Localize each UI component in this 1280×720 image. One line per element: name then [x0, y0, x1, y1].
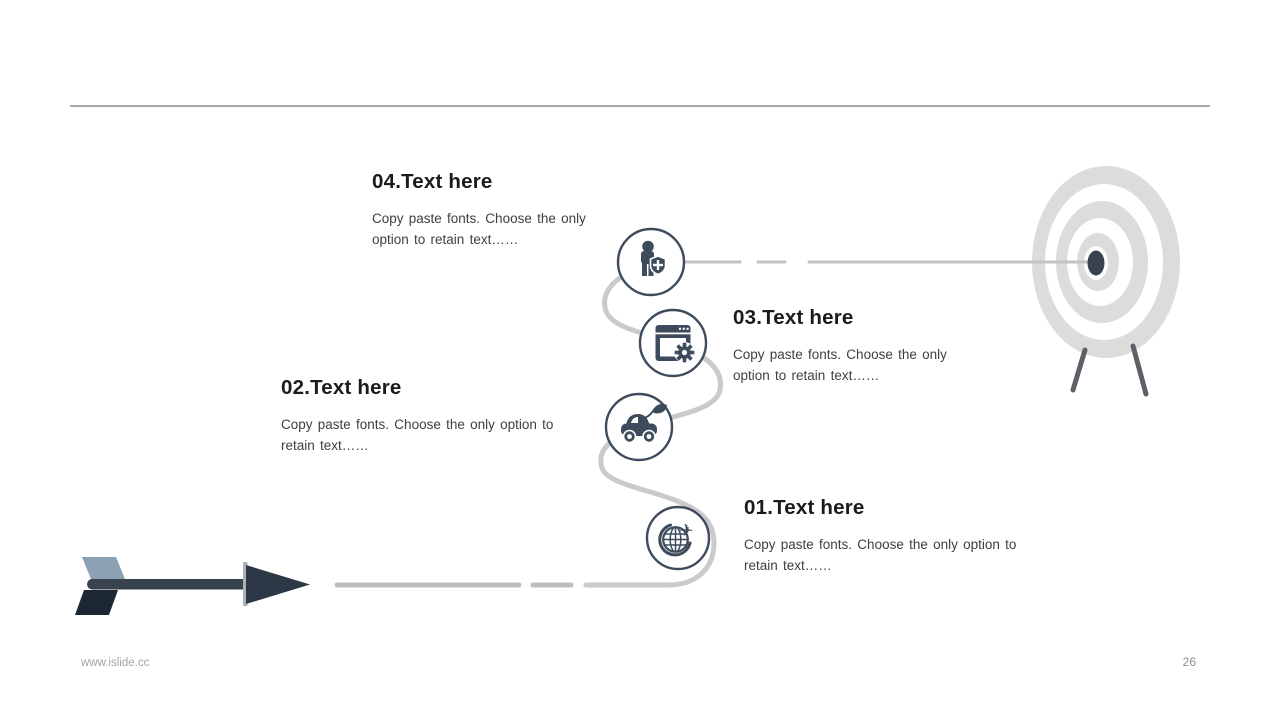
browser-gear-icon — [656, 325, 696, 363]
step-2-body: Copy paste fonts. Choose the only option to retain text…… — [281, 417, 554, 454]
step-4-marker — [618, 229, 684, 295]
step-3-marker — [640, 310, 706, 376]
step-4-text-block — [372, 170, 604, 251]
step-3-text-block — [733, 306, 965, 387]
footer-url[interactable]: www.islide.cc — [81, 657, 150, 669]
step-1-marker — [647, 507, 709, 569]
page-number: 26 — [1182, 655, 1196, 669]
step-1-title: 01.Text here — [744, 496, 865, 519]
step-4-title: 04.Text here — [372, 170, 493, 193]
step-2-text-block — [281, 376, 573, 457]
step-2-marker — [606, 394, 672, 460]
step-2-title: 02.Text here — [281, 376, 402, 399]
gear-icon — [674, 342, 695, 363]
dart-arrow-icon — [75, 557, 310, 615]
step-3-title: 03.Text here — [733, 306, 854, 329]
step-1-body: Copy paste fonts. Choose the only option to retain text…… — [744, 537, 1017, 574]
step-3-body: Copy paste fonts. Choose the only option to retain text…… — [733, 347, 947, 384]
step-4-body: Copy paste fonts. Choose the only option to retain text…… — [372, 211, 586, 248]
step-1-text-block — [744, 496, 1040, 577]
airplane-icon: ✈ — [678, 520, 695, 542]
bullseye-center — [1088, 251, 1105, 276]
